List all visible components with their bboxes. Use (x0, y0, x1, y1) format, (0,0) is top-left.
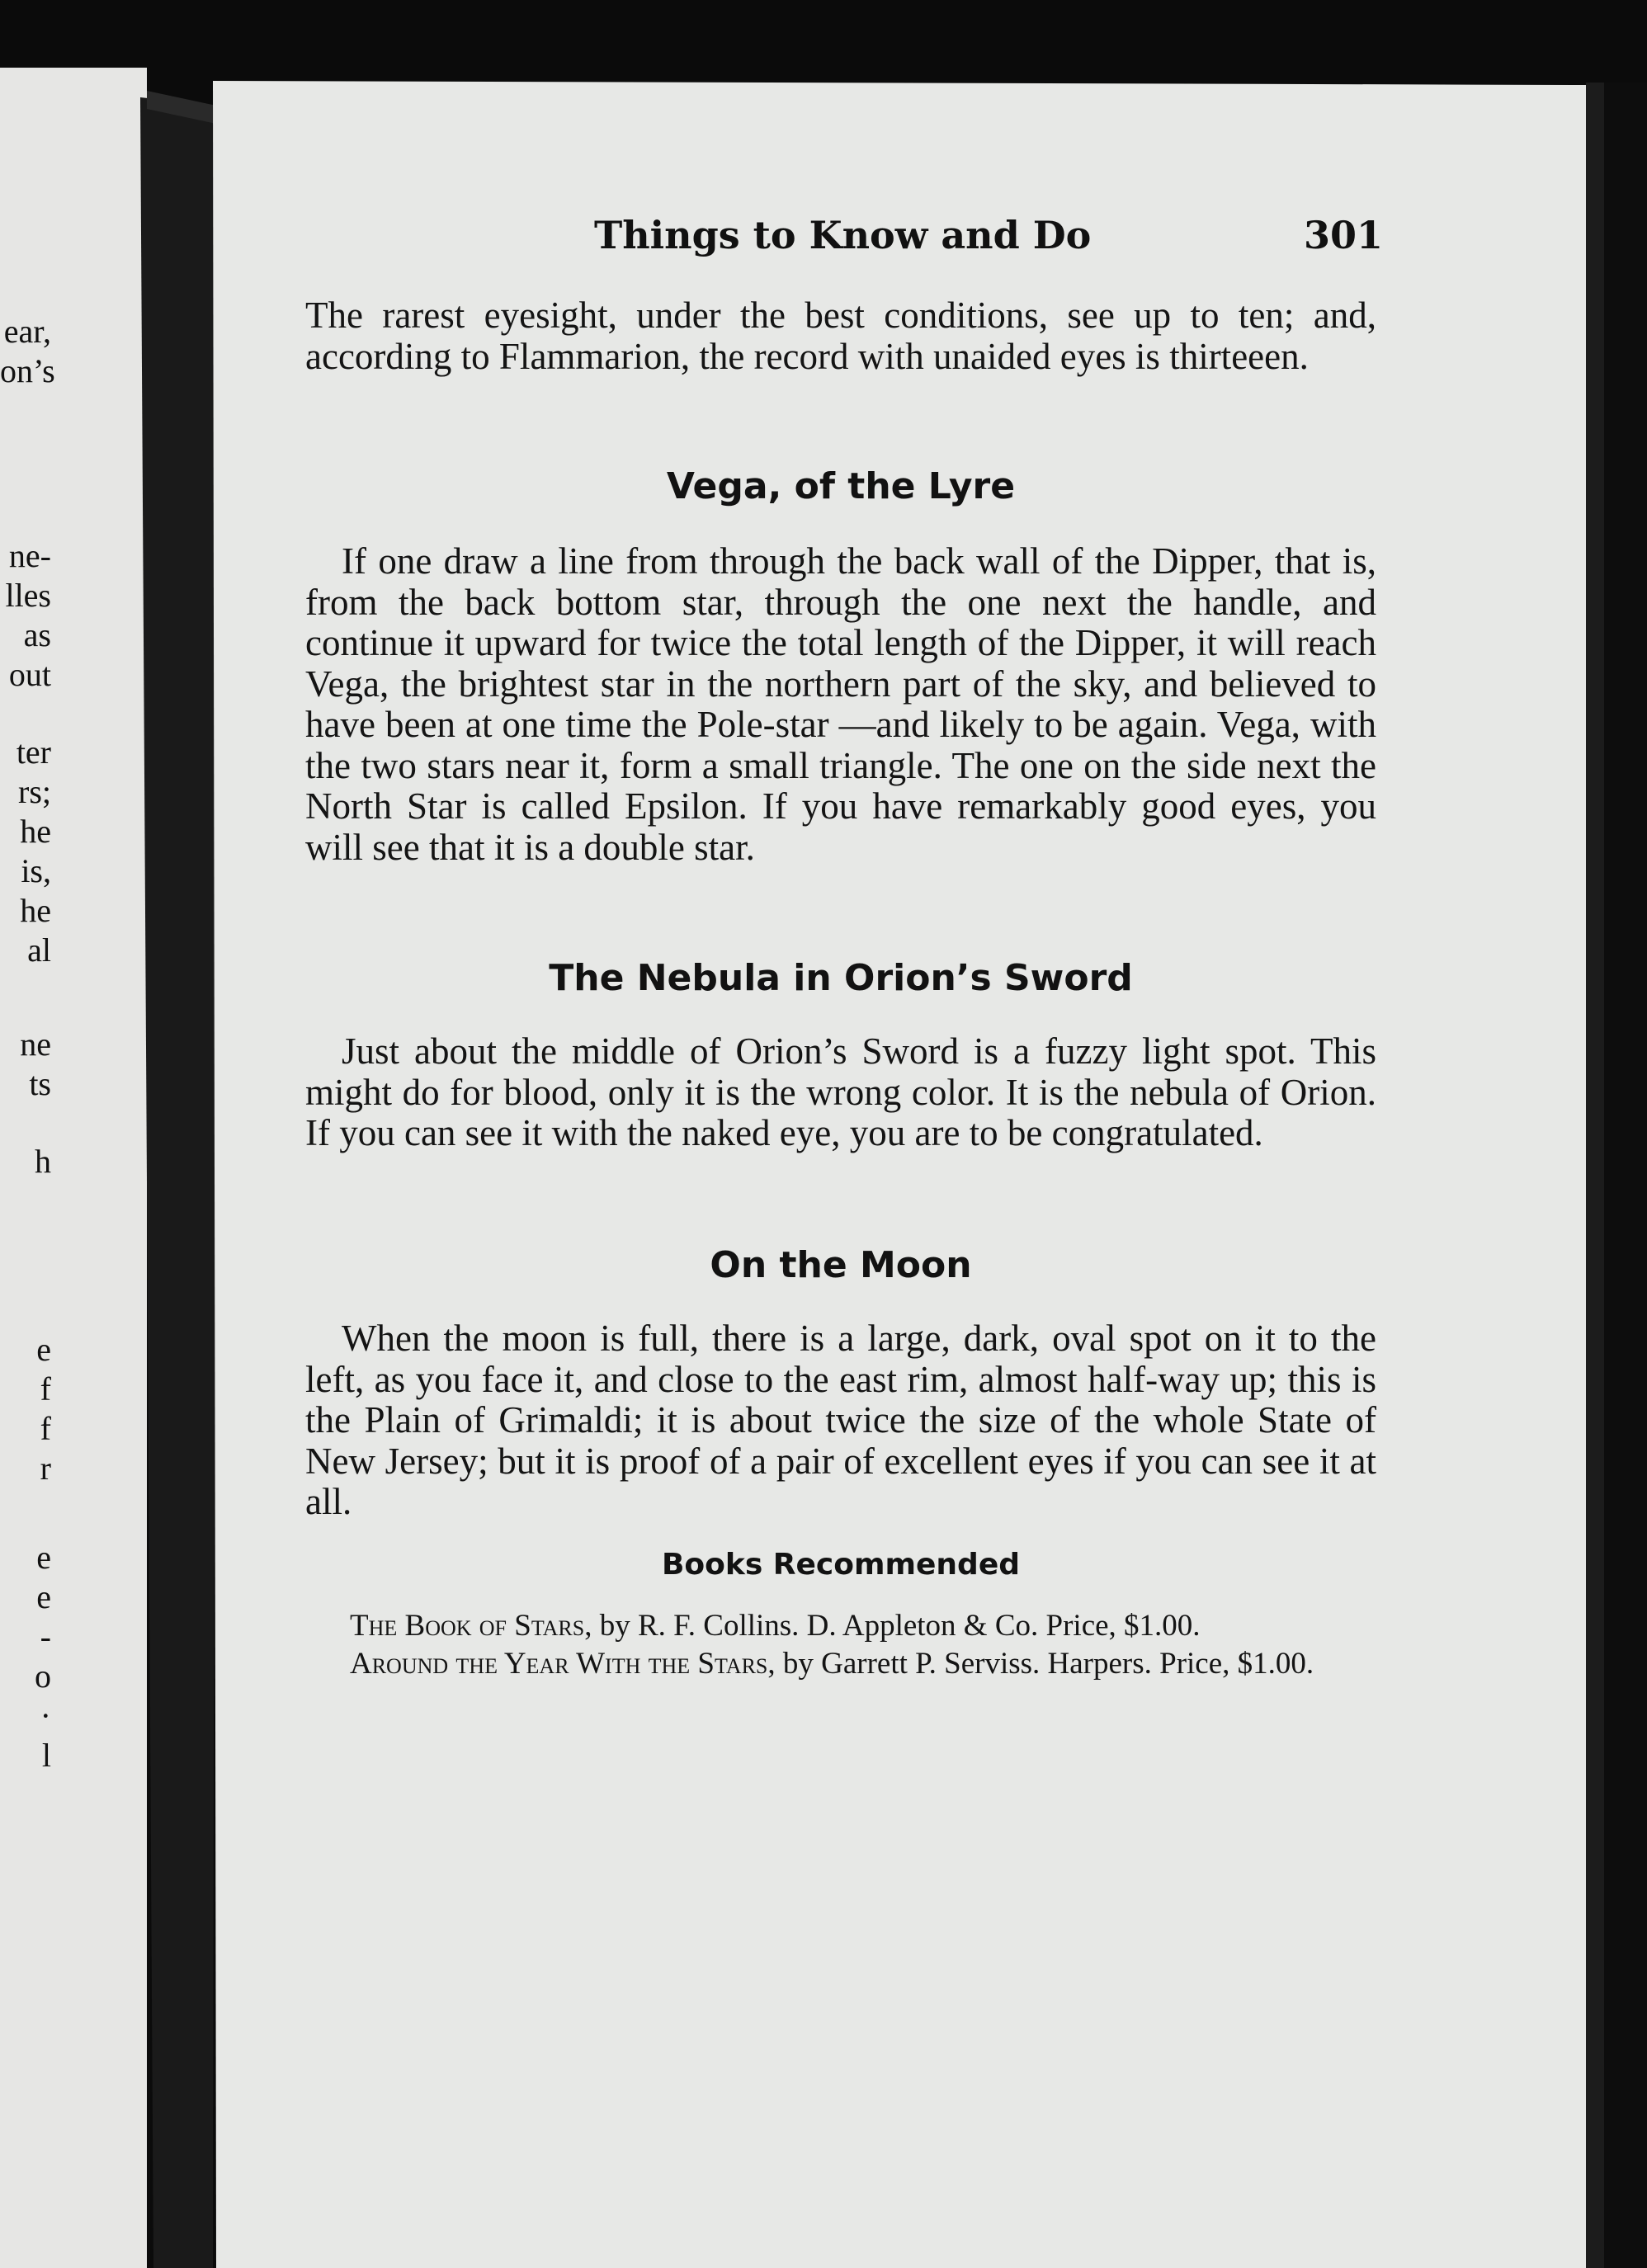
book-entry (314, 1607, 1383, 1645)
section-heading-moon: On the Moon (710, 1244, 972, 1286)
facing-page-fragment: o (35, 1657, 51, 1695)
page-number: 301 (1304, 213, 1384, 257)
facing-page-fragment: as (23, 616, 51, 653)
section-paragraph-nebula: Just about the middle of Orion’s Sword is a fuzzy light spot. This might do for blood, only it is the wrong color. It is the nebula of Orion. If you can see it with the naked eye, you are to be congratulated. (305, 1030, 1376, 1153)
facing-page-fragment: - (40, 1618, 51, 1655)
facing-page-fragment: ts (29, 1065, 51, 1102)
facing-page-fragment: e (36, 1539, 51, 1576)
facing-page-fragment: he (20, 892, 51, 929)
facing-page-fragment: on’s (0, 352, 55, 389)
facing-page-fragment: r (40, 1450, 51, 1487)
section-paragraph-moon: When the moon is full, there is a large, dark, oval spot on it to the left, as you face it, and close to the east rim, almost half-way up; this is the Plain of Grimaldi; it is about twice the size of the whole State of New Jersey; but it is proof of a pair of excellent eyes if you can see it at all. (305, 1318, 1376, 1522)
facing-page-fragment: ne (20, 1026, 51, 1063)
section-paragraph-vega: If one draw a line from through the back wall of the Dipper, that is, from the back bottom star, through the one next the handle, and continue it upward for twice the total length of the Dipper, it will reach Vega, the brightest star in the northern part of the sky, and believed to have been at one time the Pole-star —and likely to be again. Vega, with the two stars near it, form a small triangle. The one on the side next the North Star is called Epsilon. If you have remarkably good eyes, you will see that it is a double star. (305, 540, 1376, 868)
facing-page-fragment: ear, (3, 313, 51, 350)
facing-page-fragment: ter (16, 733, 51, 771)
books-list (314, 1607, 1383, 1683)
intro-paragraph: The rarest eyesight, under the best conditions, see up to ten; and, according to Flammarion, the record with unaided eyes is thirteeen. (305, 295, 1376, 377)
main-page (213, 81, 1589, 2268)
facing-page-fragment: lles (5, 577, 51, 614)
facing-page-fragment: e (36, 1578, 51, 1615)
facing-page-fragment: f (40, 1410, 51, 1447)
binding-gutter (140, 97, 216, 2268)
books-heading: Books Recommended (661, 1548, 1021, 1582)
book-entry (314, 1645, 1383, 1683)
facing-page-fragment: he (20, 813, 51, 850)
facing-page-fragment: · (40, 1697, 51, 1734)
facing-page-fragment: f (40, 1370, 51, 1407)
facing-page-fragment: out (8, 656, 51, 693)
book-details: , by Garrett P. Serviss. Harpers. Price, $1.00. (767, 1647, 1314, 1681)
facing-page-fragment: rs; (18, 773, 51, 810)
book-details: , by R. F. Collins. D. Appleton & Co. Price, $1.00. (584, 1609, 1201, 1643)
running-head: Things to Know and Do (594, 213, 1092, 257)
facing-page-fragment: ne- (8, 537, 51, 574)
section-heading-nebula: The Nebula in Orion’s Sword (549, 957, 1133, 999)
book-title: Around the Year With the Stars (350, 1647, 768, 1681)
facing-page-fragment: e (36, 1331, 51, 1368)
book-title: The Book of Stars (350, 1609, 585, 1643)
section-heading-vega: Vega, of the Lyre (666, 465, 1016, 507)
facing-page-fragment: h (35, 1143, 51, 1180)
facing-page-fragment: l (41, 1737, 51, 1774)
facing-page-fragment: is, (21, 852, 51, 889)
facing-page-fragment: al (27, 931, 51, 969)
